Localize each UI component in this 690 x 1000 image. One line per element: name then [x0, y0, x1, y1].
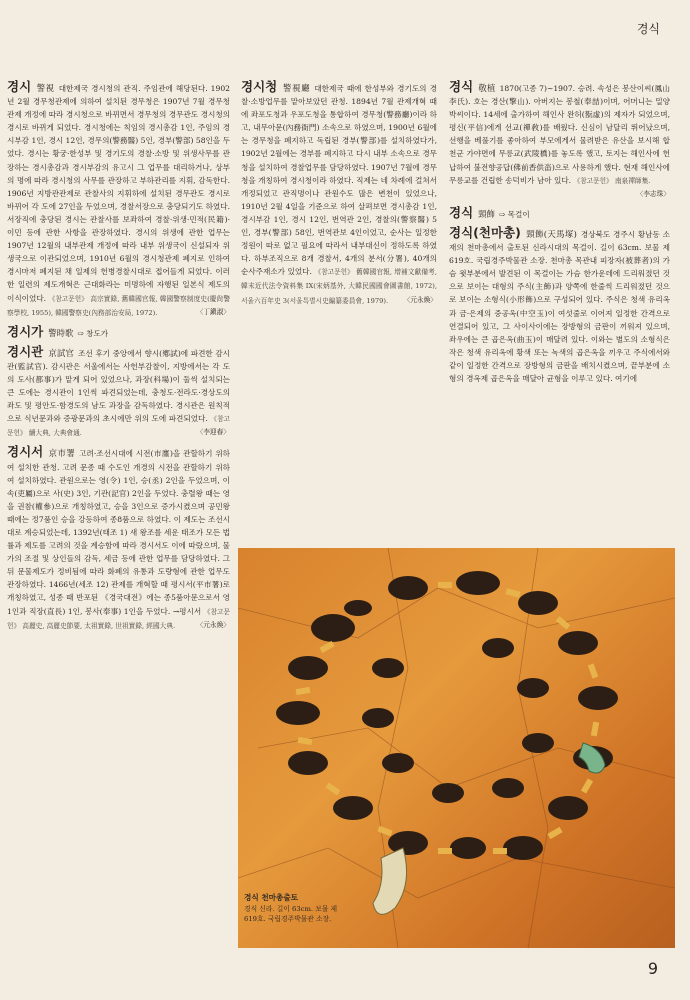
references: 《참고문헌》 高麗史, 高麗史節要, 太祖實錄, 世祖實錄, 經國大典.: [7, 607, 230, 630]
caption-title: 경식 천마총출토: [244, 893, 298, 902]
entry-body: 대한제국 때에 한성부와 경기도의 경찰·소방업무를 맡아보았던 관청. 1894년 7월 관제개혁 때에 좌포도청과 우포도청을 통합하여 경무청(警務廳)이라 하고, 내무아문(內務衙門) 소속으로 하였으며, 1900년 6월에는 경무청을 폐지하고 독립된 경부(警部)를 설치하였다가, 1902년 2월에는 경부를 폐지하고 다시 내부 소속으로 경무청을 설치하여 경찰업무를 담당하였다. 1907년 7월에 경무청을 개칭하여 경시청이라 하였다. 직제는 네 차례에 걸쳐서 개정되었고 관직명이나 관원수도 많은 변천이 있었으나, 1910년 2월 4일을 기준으로 하여 살펴보면 경시총감 1인, 경시부감 1인, 경시 12인, 번역관 2인, 경찰의(警察醫) 5인, 경부(警部) 58인, 번역관보 4인이었고, 순사는 일정한 정원이 따로 없고 필요에 따라서 내부대신이 정하도록 하였다. 하부조직으로 8개 경찰서, 4개의 분서(分署), 40개의 순사주재소가 있었다.: [241, 84, 437, 277]
entry-gyeongsik-cheonmachong: [449, 226, 670, 385]
necklace-photo: [238, 548, 675, 948]
column-2: [241, 80, 437, 500]
entry-gyeongsigwan: [7, 345, 230, 441]
headword: 경시: [7, 80, 32, 94]
entry-gyeongsi: [7, 80, 230, 320]
hanja: 警視: [36, 83, 55, 93]
author: 〈李迎春〉: [196, 428, 230, 437]
hanja: 頸飾: [478, 208, 495, 219]
photo-caption: [244, 893, 344, 925]
cross-reference: ⇨ 목걸이: [498, 209, 530, 219]
caption-text: 경식 신라. 길이 63cm. 보물 제619호. 국립경주박물관 소장.: [244, 904, 338, 923]
headword: 경시관: [7, 343, 44, 359]
author: 〈丁鎭淑〉: [196, 307, 230, 316]
headword: 경시서: [7, 444, 44, 460]
references: 《참고문헌》 南泉禪師集.: [573, 176, 651, 185]
hanja: 警視廳: [282, 83, 311, 93]
hanja: 警時歌: [48, 327, 74, 338]
necklace-illustration: [238, 548, 675, 948]
references: 《참고문헌》 續大典, 大典會通.: [7, 415, 230, 438]
entry-gyeongsik-monk: [449, 80, 670, 201]
entry-gyeongsik-necklace-xref: [449, 206, 670, 221]
entry-body: 대한제국 경시청의 관직. 주임관에 해당된다. 1902년 2월 경무청관제에 의하여 설치된 경무청은 1907년 7월 경무청관제 개정에 따라 경시청으로 바뀌면서 경무청의 경무관도 경시청의 경시로 바뀌게 되었다. 경시청에는 칙임의 경시총감 1인, 주임의 경시부감 1인, 경시 12인, 경무의(警務醫) 5인, 경부(警部) 58인을 두었다. 경시는 황궁·한성부 및 경기도의 경찰·소방 및 위생사무를 관장하는 경시총감과 경시부감의 유고시 그 업무를 대리하거나, 상부의 명에 따라 경시청의 사무를 관장하고 부하관리를 지휘, 감독한다. 1906년 지방관관제로 관찰사의 지휘하에 설치된 경무관도 경시로 바뀌어 각 도에 27인을 두었으며, 경찰서장으로 충당되기도 하였다. 서장직에 충당된 경시는 관찰사를 보좌하여 경찰·위생·민적(民籍)·이민 등에 관한 사항을 관장하였다. 경시의 위생에 관한 업무는 1907년 12월의 내부관제 개정에 따라 내부 위생국이 신설되자 위생국으로 이관되었으며, 1910년 6월의 경시청관제 폐지로 인하여 경시마저 폐지된 채 일제의 헌병경찰시대로 접어들게 되었다. 이러한 일련의 제도개혁은 근대화라는 미명하에 자행된 일본식 제도의 이식이었다.: [7, 84, 230, 303]
author: 〈李志珠〉: [636, 189, 670, 198]
headword: 경식(천마총): [449, 224, 521, 240]
references: 《참고문헌》 舊韓國官報, 增補文獻備考, 韓末近代法令資料集 IX(宋炳基外, 大韓民國國會圖書館, 1972), 서울六百年史 3(서울특별시史編纂委員會, 1979).: [241, 268, 437, 305]
hanja: 京市署: [48, 448, 76, 459]
author: 〈元永煥〉: [403, 295, 437, 304]
entry-body: 경상북도 경주시 황남동 소재의 천마총에서 출토된 신라시대의 목걸이. 길이 63cm. 보물 제619호. 국립경주박물관 소장. 천마총 목관내 피장자(被葬者)의 가슴 윗부분에서 발견된 이 목걸이는 가슴 한가운데에 드리워졌던 것으로 보이는 대형의 주식(主飾)과 양쪽에 한줄씩 드리워졌던 것으로 보이는 소형식(小形飾)으로 구성되어 있다. 주식은 청색 유리옥과 금·은제의 중공옥(中空玉)이 여섯줄로 이어져 일정한 간격으로 연결되어 있고, 그 사이사이에는 장방형의 금판이 끼워져 있으며, 좌우에는 큰 곱은옥(曲玉)이 매달려 있다. 이와는 별도의 소형식은 작은 청색 유리옥에 황색 또는 녹색의 곱은옥을 끼우고 주식에서와 같이 일정한 간격으로 장방형의 금판을 배치시켰으며, 끝부분에 소형의 경옥제 곱은옥을 매달아 균형을 이루고 있다. 여기에: [449, 229, 670, 383]
entry-gyeongsicheong: [241, 80, 437, 308]
entry-body: 고려·조선시대에 시전(市廛)을 관할하기 위하여 설치한 관청. 고려 문종 때 수도인 개경의 시전을 관할하기 위하여 설치하였다. 관원으로는 영(令) 1인, 승(丞) 2인을 두었으며, 이속(吏屬)으로 사(史) 3인, 기관(記官) 2인을 두었다. 충렬왕 때는 영을 권참(權參)으로 개칭하였고, 승을 3인으로 증가시켰으며 공민왕 때에는 정7품인 승을 강등하여 종8품으로 하였다. 이 제도는 조선시대로 계승되었는데, 1392년(태조 1) 새 왕조를 세운 태조가 모든 법률과 제도를 고려의 것을 계승함에 따라 경시서도 이에 따랐으며, 물가의 조절 및 상인들의 감독, 세금 등에 관한 업무를 담당하였다. 그뒤 문물제도가 정비됨에 따라 화폐의 유통과 도량형에 관한 업무도 관장하였다. 1466년(세조 12) 관제를 개혁할 때 평시서(平市署)로 개칭하였고, 성종 때 반포된 《경국대전》에는 종5품아문으로서 영 1인과 직장(直長) 1인, 봉사(奉事) 1인을 두었다. →평시서: [7, 449, 230, 616]
references: 《참고문헌》 高宗實錄, 舊韓國官報, 韓國警察制度史(慶尙警察學校, 1955), 韓國警察史(內務部治安局, 1972).: [7, 294, 230, 317]
hanja: 頸飾(天馬塚): [525, 228, 577, 239]
entry-body: 조선 후기 중앙에서 향시(鄕試)에 파견한 감시관(監試官). 감시관은 서울에서는 사헌부감찰이, 지방에서는 각 도의 도사(都事)가 맡게 되어 있었으나, 과장(科場)이 둘씩 설치되는 큰 도에는 경시관이 1인씩 파견되었는데, 충청도·전라도·경상도의 좌도 및 평안도·함경도의 남도 과장을 감독하였다. 경시관은 원칙적으로 식년문과와 증광문과의 초시에만 위의 도에 파견되었다.: [7, 348, 230, 424]
hanja: 敬植: [478, 83, 496, 93]
author: 〈元永煥〉: [196, 620, 230, 629]
headword: 경식: [449, 204, 474, 220]
headword: 경시가: [7, 323, 44, 339]
entry-body: 1870(고종 7)∼1907. 승려. 속성은 봉산이씨(鳳山李氏). 호는 경산(擎山). 아버지는 봉철(奉喆)이며, 어머니는 밀양박씨이다. 14세에 출가하여 해인사 완허(翫虛)의 제자가 되었으며, 평신(平信)에게 선교(禪敎)를 배웠다. 신심이 남달리 뛰어났으며, 선행을 베풀기를 좋아하여 부모에게서 물려받은 유산을 보시해 합천군 가야면에 무릉교(武陵橋)를 놓도록 했고, 토지는 해인사에 헌납하여 불전향공답(佛前香供畓)으로 사용하게 했다. 현재 해인사에 무릉교를 건립한 송덕비가 남아 있다.: [449, 84, 670, 185]
headword: 경식: [449, 80, 474, 94]
running-head: 경식: [636, 22, 660, 36]
page-number: 9: [647, 959, 658, 978]
headword: 경시청: [241, 80, 278, 94]
column-1: [7, 80, 230, 960]
entry-gyeongsiseo: [7, 445, 230, 632]
entry-gyeongsiga: [7, 325, 230, 340]
column-3: [449, 80, 670, 536]
curved-jewel: [373, 848, 407, 914]
hanja: 京試官: [48, 347, 75, 358]
cross-reference: ⇨ 창도가: [77, 328, 109, 338]
